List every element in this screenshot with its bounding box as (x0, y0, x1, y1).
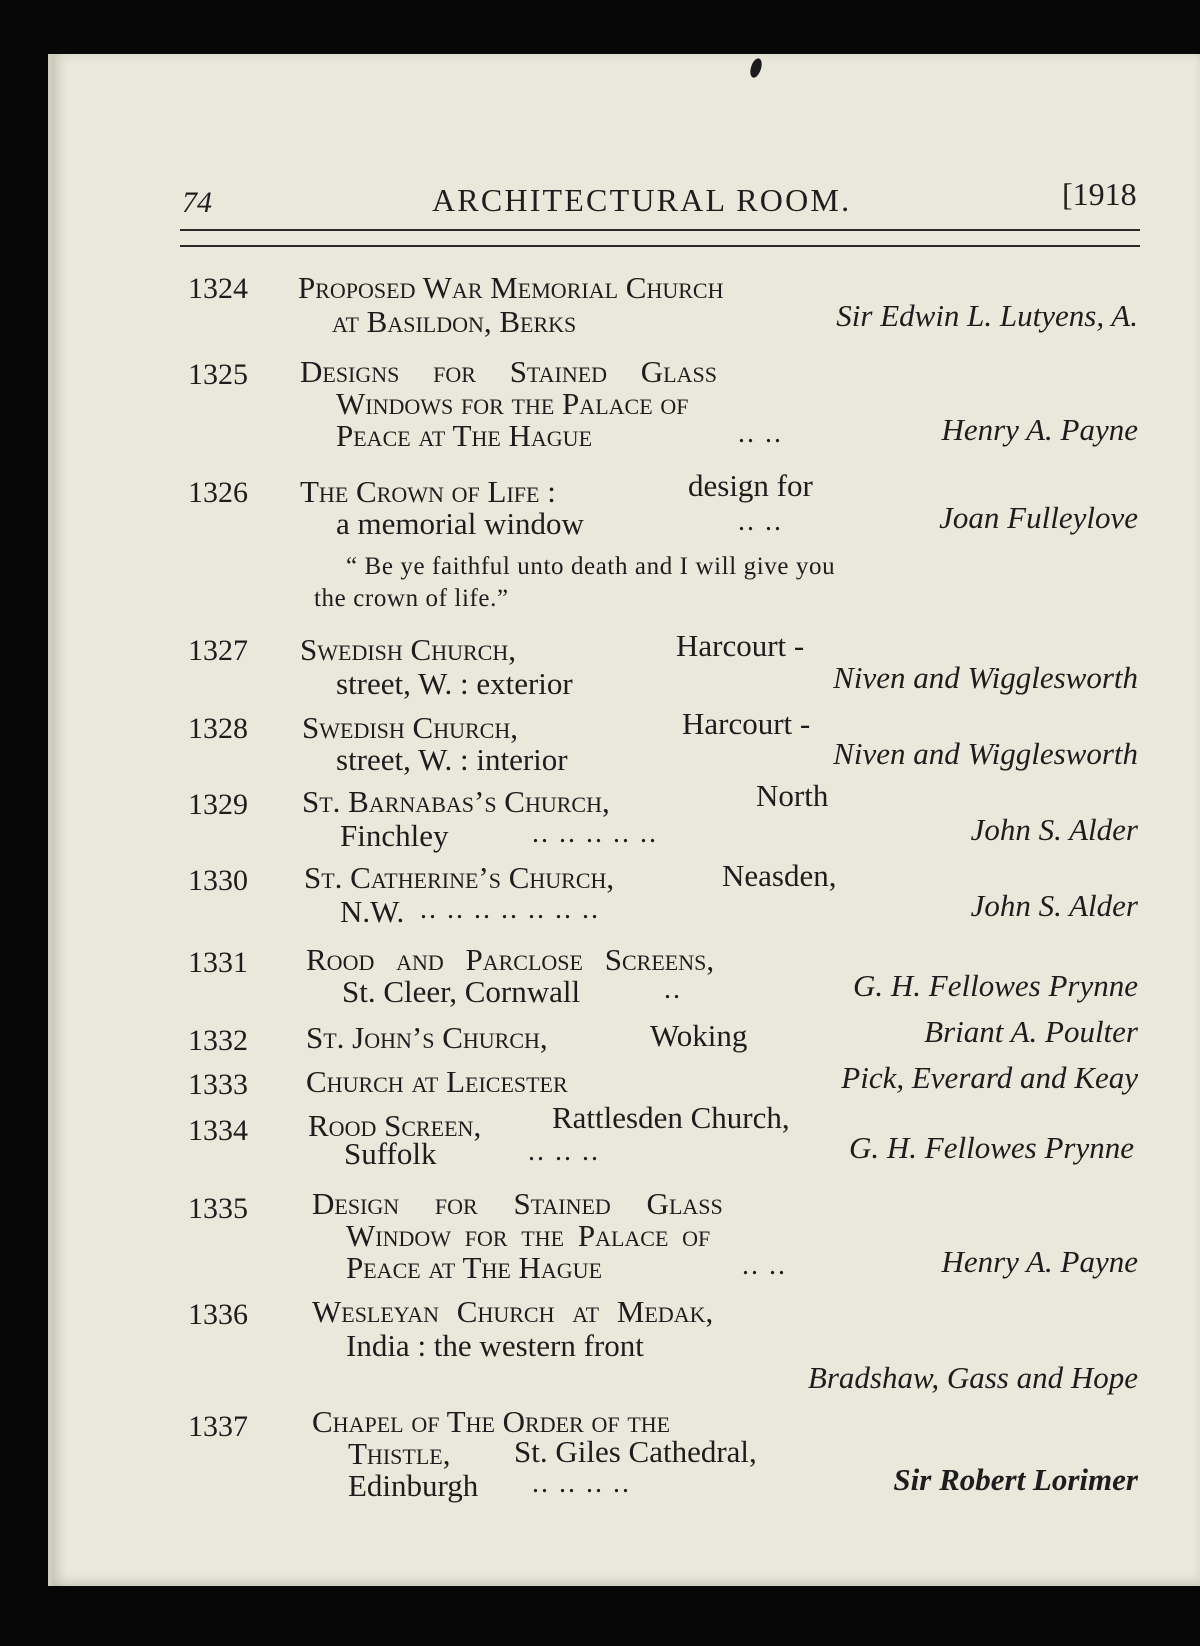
entry-quote-line: the crown of life.” (314, 585, 509, 612)
leader-dots: .. .. .. .. (532, 1468, 631, 1499)
entry-title-line: Chapel of The Order of the (312, 1404, 671, 1439)
entry-title-line: Harcourt - (682, 706, 811, 741)
entry-number: 1324 (188, 272, 248, 305)
entry-number: 1331 (188, 946, 248, 979)
entry-title-line: Rood Screen, (308, 1108, 482, 1143)
entry-number: 1335 (188, 1192, 248, 1225)
entry-title-line: Rood and Parclose Screens, (306, 942, 715, 977)
page-year: [1918 (1062, 176, 1137, 212)
entry-artist: Bradshaw, Gass and Hope (807, 1360, 1138, 1395)
leader-dots: .. .. (738, 418, 783, 449)
entry-title-line: Harcourt - (676, 628, 805, 663)
entry-number: 1329 (188, 788, 248, 821)
entry-number: 1337 (188, 1410, 248, 1443)
entry-number: 1328 (188, 712, 248, 745)
entry-artist: Briant A. Poulter (924, 1014, 1138, 1049)
entry-title-line: Woking (650, 1018, 748, 1053)
entry-artist: Henry A. Payne (941, 1244, 1138, 1279)
leader-dots: .. .. (742, 1250, 787, 1281)
entry-title-line: The Crown of Life : (300, 474, 556, 509)
entry-title-line: India : the western front (346, 1328, 644, 1363)
entry-title-line: street, W. : interior (336, 742, 568, 777)
entry-title-line: North (756, 778, 829, 813)
entry-artist: Niven and Wigglesworth (833, 736, 1138, 771)
entry-number: 1326 (188, 476, 248, 509)
entry-title-line: design for (688, 468, 813, 503)
entry-title-line: N.W. (340, 894, 405, 929)
entry-artist: Joan Fulleylove (939, 500, 1138, 535)
entry-artist: Sir Edwin L. Lutyens, A. (836, 298, 1138, 333)
entry-number: 1330 (188, 864, 248, 897)
entry-title-line: Peace at The Hague (346, 1250, 603, 1285)
entry-artist: G. H. Fellowes Prynne (849, 1130, 1134, 1165)
leader-dots: .. .. (738, 506, 783, 537)
leader-dots: .. .. .. (528, 1136, 600, 1167)
entry-title-line: Finchley (340, 818, 449, 853)
entry-number: 1336 (188, 1298, 248, 1331)
page-title: ARCHITECTURAL ROOM. (432, 182, 852, 218)
entry-number: 1334 (188, 1114, 248, 1147)
entry-title-line: Design for Stained Glass (312, 1186, 723, 1221)
entry-number: 1325 (188, 358, 248, 391)
page-header (0, 176, 1200, 220)
entry-title-line: Suffolk (344, 1136, 437, 1171)
entry-title-line: St. John’s Church, (306, 1020, 548, 1055)
entry-title-line: Thistle, (348, 1436, 451, 1471)
leader-dots: .. .. .. .. .. (532, 818, 658, 849)
entry-artist: Henry A. Payne (941, 412, 1138, 447)
header-rule-bottom (180, 245, 1140, 247)
entry-title-line: St. Catherine’s Church, (304, 860, 615, 895)
entry-title-line: St. Barnabas’s Church, (302, 784, 610, 819)
entry-quote-line: “ Be ye faithful unto death and I will give you (346, 553, 836, 580)
entry-title-line: Proposed War Memorial Church (298, 270, 724, 305)
entry-title-line: Edinburgh (348, 1468, 479, 1503)
leader-dots: .. .. .. .. .. .. .. (420, 894, 600, 925)
entry-title-line: at Basildon, Berks (332, 304, 577, 339)
entry-artist: Pick, Everard and Keay (841, 1060, 1138, 1095)
leader-dots: .. (664, 974, 682, 1005)
header-rule-top (180, 229, 1140, 231)
entry-title-line: St. Giles Cathedral, (514, 1434, 757, 1469)
entry-title-line: street, W. : exterior (336, 666, 573, 701)
page-number: 74 (182, 186, 212, 219)
entry-artist: John S. Alder (970, 888, 1138, 923)
entry-artist: John S. Alder (970, 812, 1138, 847)
entry-title-line: Peace at The Hague (336, 418, 593, 453)
entry-title-line: Windows for the Palace of (336, 386, 689, 421)
entry-artist: Niven and Wigglesworth (833, 660, 1138, 695)
entry-title-line: Neasden, (722, 858, 837, 893)
entry-artist: G. H. Fellowes Prynne (853, 968, 1138, 1003)
entry-title-line: Designs for Stained Glass (300, 354, 717, 389)
entry-title-line: Rattlesden Church, (552, 1100, 790, 1135)
entry-artist: Sir Robert Lorimer (893, 1462, 1138, 1497)
entry-number: 1333 (188, 1068, 248, 1101)
entry-title-line: Swedish Church, (300, 632, 516, 667)
entry-number: 1332 (188, 1024, 248, 1057)
entry-title-line: Window for the Palace of (346, 1218, 711, 1253)
entry-title-line: a memorial window (336, 506, 584, 541)
entry-title-line: Church at Leicester (306, 1064, 568, 1099)
entry-number: 1327 (188, 634, 248, 667)
entry-title-line: Wesleyan Church at Medak, (312, 1294, 714, 1329)
entry-title-line: St. Cleer, Cornwall (342, 974, 581, 1009)
entry-title-line: Swedish Church, (302, 710, 518, 745)
